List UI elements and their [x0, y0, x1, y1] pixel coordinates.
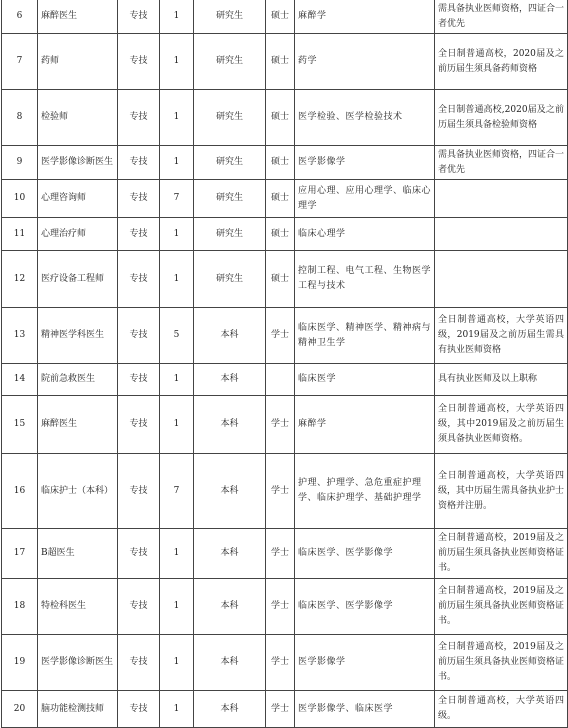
education-cell: 研究生 — [194, 180, 266, 218]
position-name-cell: 临床护士（本科） — [38, 454, 118, 529]
education-cell: 研究生 — [194, 146, 266, 180]
position-name-cell: 特检科医生 — [38, 579, 118, 635]
position-type-cell: 专技 — [118, 579, 160, 635]
major-cell: 药学 — [295, 34, 435, 90]
headcount-cell: 1 — [160, 364, 194, 396]
requirement-cell: 全日制普通高校,2020届及之前历届生须具备检验师资格 — [435, 90, 568, 146]
degree-cell: 学士 — [266, 308, 295, 364]
position-type-cell: 专技 — [118, 529, 160, 579]
major-cell: 临床医学、医学影像学 — [295, 579, 435, 635]
education-cell: 本科 — [194, 364, 266, 396]
education-cell: 研究生 — [194, 218, 266, 251]
position-type-cell: 专技 — [118, 635, 160, 691]
education-cell: 研究生 — [194, 0, 266, 34]
headcount-cell: 1 — [160, 635, 194, 691]
headcount-cell: 1 — [160, 691, 194, 728]
requirement-cell: 全日制普通高校，大学英语四级。 — [435, 691, 568, 728]
requirement-cell: 全日制普通高校，2019届及之前历届生须具备执业医师资格证书。 — [435, 635, 568, 691]
table-row — [2, 180, 568, 218]
degree-cell — [266, 364, 295, 396]
degree-cell: 硕士 — [266, 146, 295, 180]
position-type-cell: 专技 — [118, 308, 160, 364]
position-type-cell: 专技 — [118, 396, 160, 454]
table-row — [2, 90, 568, 146]
education-cell: 研究生 — [194, 90, 266, 146]
education-cell: 本科 — [194, 396, 266, 454]
position-type-cell: 专技 — [118, 691, 160, 728]
education-cell: 本科 — [194, 635, 266, 691]
requirement-cell: 需具备执业医师资格，四证合一者优先 — [435, 0, 568, 34]
row-number-cell: 10 — [2, 180, 38, 218]
education-cell: 本科 — [194, 579, 266, 635]
major-cell: 临床医学、医学影像学 — [295, 529, 435, 579]
position-type-cell: 专技 — [118, 218, 160, 251]
table-row — [2, 0, 568, 34]
position-type-cell: 专技 — [118, 180, 160, 218]
major-cell: 临床心理学 — [295, 218, 435, 251]
headcount-cell: 1 — [160, 396, 194, 454]
degree-cell: 硕士 — [266, 0, 295, 34]
major-cell: 控制工程、电气工程、生物医学工程与技术 — [295, 251, 435, 308]
row-number-cell: 12 — [2, 251, 38, 308]
requirement-cell: 全日制普通高校，2020届及之前历届生须具备药师资格 — [435, 34, 568, 90]
degree-cell: 学士 — [266, 635, 295, 691]
position-name-cell: 脑功能检测技师 — [38, 691, 118, 728]
education-cell: 本科 — [194, 308, 266, 364]
education-cell: 研究生 — [194, 251, 266, 308]
table-row — [2, 396, 568, 454]
requirement-cell: 全日制普通高校，大学英语四级，其中2019届及之前历届生须具备执业医师资格。 — [435, 396, 568, 454]
degree-cell: 学士 — [266, 454, 295, 529]
major-cell: 麻醉学 — [295, 396, 435, 454]
education-cell: 研究生 — [194, 34, 266, 90]
major-cell: 临床医学 — [295, 364, 435, 396]
table-row — [2, 146, 568, 180]
table-row — [2, 218, 568, 251]
headcount-cell: 1 — [160, 529, 194, 579]
position-name-cell: B超医生 — [38, 529, 118, 579]
row-number-cell: 6 — [2, 0, 38, 34]
position-name-cell: 检验师 — [38, 90, 118, 146]
degree-cell: 硕士 — [266, 90, 295, 146]
position-name-cell: 精神医学科医生 — [38, 308, 118, 364]
headcount-cell: 1 — [160, 90, 194, 146]
major-cell: 应用心理、应用心理学、临床心理学 — [295, 180, 435, 218]
headcount-cell: 7 — [160, 180, 194, 218]
position-type-cell: 专技 — [118, 34, 160, 90]
position-type-cell: 专技 — [118, 146, 160, 180]
headcount-cell: 1 — [160, 218, 194, 251]
education-cell: 本科 — [194, 691, 266, 728]
major-cell: 护理、护理学、急危重症护理学、临床护理学、基础护理学 — [295, 454, 435, 529]
row-number-cell: 17 — [2, 529, 38, 579]
requirement-cell: 全日制普通高校，2019届及之前历届生须具备执业医师资格证书。 — [435, 529, 568, 579]
row-number-cell: 20 — [2, 691, 38, 728]
position-name-cell: 医学影像诊断医生 — [38, 635, 118, 691]
headcount-cell: 5 — [160, 308, 194, 364]
major-cell: 医学影像学 — [295, 635, 435, 691]
degree-cell: 学士 — [266, 529, 295, 579]
position-type-cell: 专技 — [118, 0, 160, 34]
headcount-cell: 1 — [160, 34, 194, 90]
position-name-cell: 心理咨询师 — [38, 180, 118, 218]
position-type-cell: 专技 — [118, 364, 160, 396]
degree-cell: 学士 — [266, 691, 295, 728]
major-cell: 医学影像学、临床医学 — [295, 691, 435, 728]
requirement-cell — [435, 180, 568, 218]
table-row — [2, 251, 568, 308]
position-name-cell: 院前急救医生 — [38, 364, 118, 396]
education-cell: 本科 — [194, 529, 266, 579]
major-cell: 临床医学、精神医学、精神病与精神卫生学 — [295, 308, 435, 364]
row-number-cell: 16 — [2, 454, 38, 529]
major-cell: 医学影像学 — [295, 146, 435, 180]
degree-cell: 硕士 — [266, 218, 295, 251]
major-cell: 医学检验、医学检验技术 — [295, 90, 435, 146]
table-row — [2, 579, 568, 635]
table-body — [2, 0, 568, 728]
education-cell: 本科 — [194, 454, 266, 529]
row-number-cell: 14 — [2, 364, 38, 396]
table-row — [2, 308, 568, 364]
requirement-cell: 全日制普通高校，大学英语四级，2019届及之前历届生需具有执业医师资格 — [435, 308, 568, 364]
requirement-cell: 具有执业医师及以上职称 — [435, 364, 568, 396]
row-number-cell: 19 — [2, 635, 38, 691]
requirement-cell: 需具备执业医师资格，四证合一者优先 — [435, 146, 568, 180]
degree-cell: 硕士 — [266, 251, 295, 308]
position-type-cell: 专技 — [118, 454, 160, 529]
position-name-cell: 医学影像诊断医生 — [38, 146, 118, 180]
headcount-cell: 1 — [160, 146, 194, 180]
major-cell: 麻醉学 — [295, 0, 435, 34]
recruitment-table — [1, 0, 568, 728]
table-row — [2, 364, 568, 396]
headcount-cell: 1 — [160, 0, 194, 34]
position-type-cell: 专技 — [118, 251, 160, 308]
row-number-cell: 13 — [2, 308, 38, 364]
row-number-cell: 9 — [2, 146, 38, 180]
requirement-cell: 全日制普通高校，大学英语四级，其中历届生需具备执业护士资格并注册。 — [435, 454, 568, 529]
requirement-cell — [435, 218, 568, 251]
headcount-cell: 1 — [160, 579, 194, 635]
requirement-cell: 全日制普通高校，2019届及之前历届生须具备执业医师资格证书。 — [435, 579, 568, 635]
degree-cell: 学士 — [266, 579, 295, 635]
table-row — [2, 635, 568, 691]
position-name-cell: 心理治疗师 — [38, 218, 118, 251]
row-number-cell: 11 — [2, 218, 38, 251]
table-row — [2, 454, 568, 529]
degree-cell: 学士 — [266, 396, 295, 454]
row-number-cell: 8 — [2, 90, 38, 146]
headcount-cell: 1 — [160, 251, 194, 308]
table-row — [2, 691, 568, 728]
position-name-cell: 麻醉医生 — [38, 0, 118, 34]
position-type-cell: 专技 — [118, 90, 160, 146]
table-row — [2, 529, 568, 579]
requirement-cell — [435, 251, 568, 308]
table-row — [2, 34, 568, 90]
degree-cell: 硕士 — [266, 180, 295, 218]
position-name-cell: 医疗设备工程师 — [38, 251, 118, 308]
headcount-cell: 7 — [160, 454, 194, 529]
row-number-cell: 15 — [2, 396, 38, 454]
row-number-cell: 7 — [2, 34, 38, 90]
position-name-cell: 麻醉医生 — [38, 396, 118, 454]
degree-cell: 硕士 — [266, 34, 295, 90]
row-number-cell: 18 — [2, 579, 38, 635]
position-name-cell: 药师 — [38, 34, 118, 90]
